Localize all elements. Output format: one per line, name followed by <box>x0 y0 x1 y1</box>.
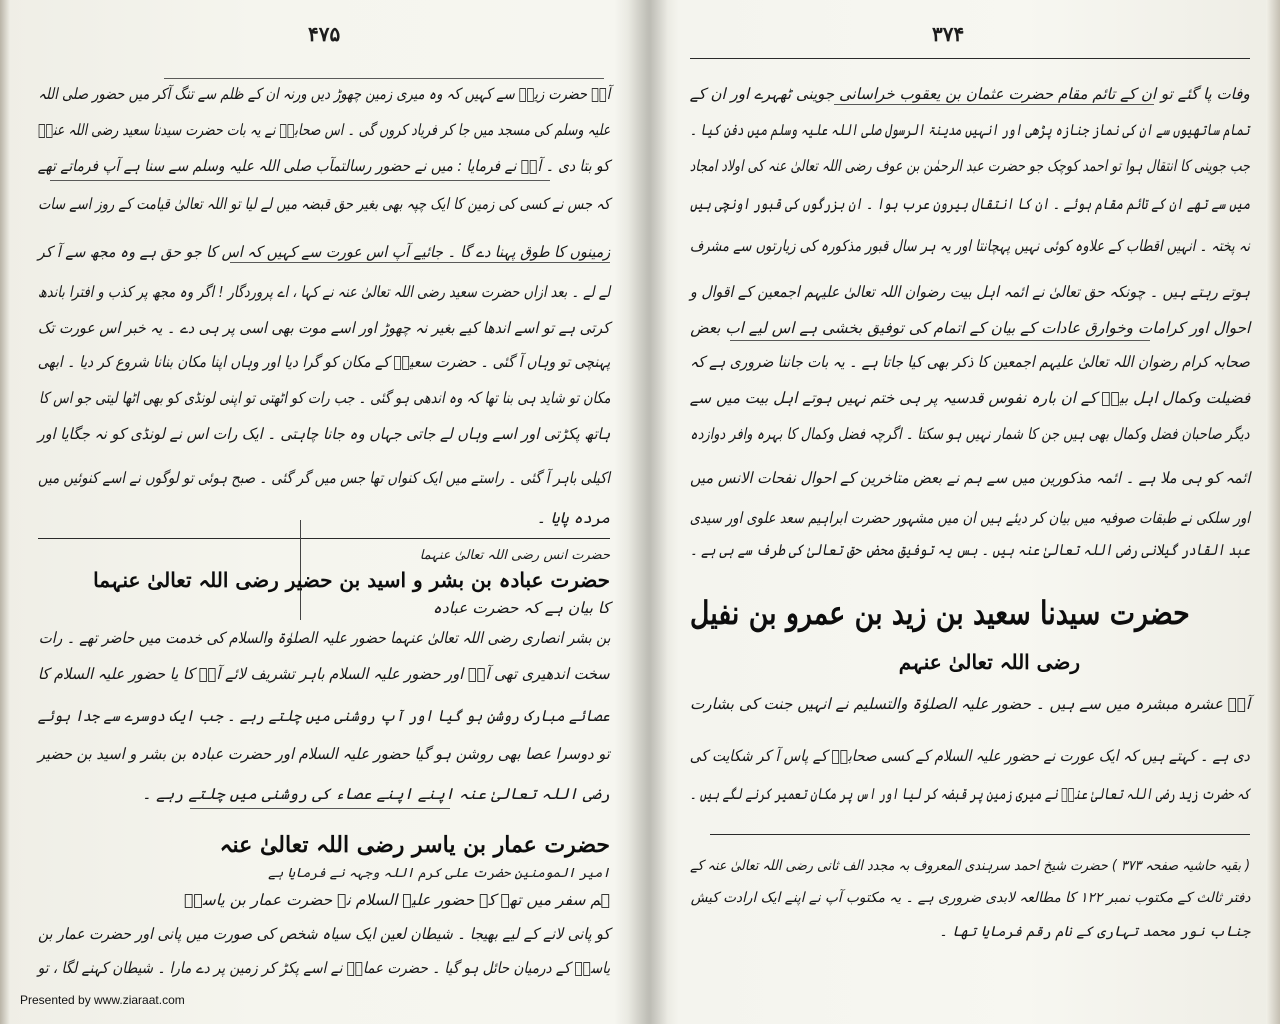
underline <box>834 104 1154 105</box>
text-line: بن بشر انصاری رضی اللہ تعالیٰ عنہما حضور علیہ الصلوٰۃ والسلام کی خدمت میں حاضر تھے ۔ رات <box>38 629 610 647</box>
footnote-rule <box>710 834 1250 835</box>
text-line: ہوتے رہتے ہیں ۔ چونکہ حق تعالیٰ نے ائمہ اہل بیت رضوان اللہ تعالیٰ علیہم اجمعین کے اقوال و <box>690 283 1250 301</box>
text-line: دی ہے ۔ کہتے ہیں کہ ایک عورت نے حضور علیہ السلام کے کسی صحابیؓ کے پاس آ کر شکایت کی <box>689 747 1250 765</box>
section-heading: حضرت عمار بن یاسر رضی اللہ تعالیٰ عنہ <box>219 832 610 858</box>
section-heading: حضرت عبادہ بن بشر و اسید بن حضیر رضی اللہ تعالیٰ عنہما <box>93 568 610 592</box>
text-line: تمام ساتھیوں سے ان کی نماز جنازہ پڑھی اور انہیں مدینۃ الرسول صلی اللہ علیہ وسلم میں دفن کیا ۔ <box>690 121 1250 139</box>
text-line: مکان تو شاید ہی بنا تھا کہ وہ اندھی ہو گئی ۔ جب رات کو اٹھتی تو اپنی لونڈی کو بھی اٹھا لیتی جو اس کا <box>38 389 610 407</box>
footnote-line: جناب نور محمد تہاری کے نام رقم فرمایا تھا ۔ <box>939 924 1250 940</box>
text-line: کا بیان ہے کہ حضرت عبادہ <box>432 599 610 617</box>
underline <box>730 340 1150 341</box>
text-line: رضی اللہ تعالیٰ عنہ اپنے اپنے عصاء کی روشنی میں چلتے رہے ۔ <box>142 785 610 803</box>
underline <box>164 78 604 79</box>
right-page <box>690 0 1250 1024</box>
text-line: اور سلکی نے طبقات صوفیہ میں بیان کر دیئے ہیں ان میں مشہور حضرت ابراہیم سعد علوی اور سیدی <box>689 509 1250 527</box>
text-line: ائمہ کو ہی ملا ہے ۔ ائمہ مذکورین میں سے ہم نے بعض متاخرین کے احوال نفحات الانس میں <box>689 469 1250 487</box>
text-line: کہ حضرت زید رضی اللہ تعالیٰ عنہؓ نے میری زمین پر قبضہ کر لیا اور اس پر مکان تعمیر کرنے لگے ہیں ۔ <box>689 785 1250 803</box>
left-page <box>38 0 610 1024</box>
text-line: عصائے مبارک روشن ہو گیا اور آپ روشنی میں چلتے رہے ۔ جب ایک دوسرے سے جدا ہوئے <box>37 707 610 725</box>
text-line: یاسرؓ کے درمیان حائل ہو گیا ۔ حضرت عمارؓ نے اسے پکڑ کر زمین پر دے مارا ۔ شیطان کہنے لگا ، تو <box>37 959 610 977</box>
text-line: جب جوینی کا انتقال ہوا تو احمد کوچک جو حضرت عبد الرحمٰن بن عوف رضی اللہ تعالیٰ عنہ کی اولاد امجاد <box>689 157 1250 175</box>
text-line: دیگر صاحبان فضل وکمال بھی ہیں جن کا شمار نہیں ہو سکتا ۔ اگرچہ فضل وکمال کا بہرہ وافر دوازدہ <box>690 425 1250 443</box>
text-line: سخت اندھیری تھی آپؓ اور حضور علیہ السلام باہر تشریف لائے آپؓ کا یا حضور علیہ السلام کا <box>38 665 610 683</box>
text-line: اکیلی باہر آ گئی ۔ راستے میں ایک کنواں تھا جس میں گر گئی ۔ صبح ہوئی تو لوگوں نے اسے کنوئیں میں <box>37 469 610 487</box>
footnote-line: دفتر ثالث کے مکتوب نمبر ۱۲۲ کا مطالعہ لابدی ضروری ہے ۔ یہ مکتوب آپ نے اپنے ایک ارادت کیش <box>690 890 1250 906</box>
text-line: آپؓ عشرہ مبشرہ میں سے ہیں ۔ حضور علیہ الصلوٰۃ والتسلیم نے انہیں جنت کی بشارت <box>689 695 1250 713</box>
section-subheading: رضی اللہ تعالیٰ عنہم <box>898 650 1080 674</box>
text-line: وفات پا گئے تو ان کے تائم مقام حضرت عثمان بن یعقوب خراسانی جوینی ٹھہرے اور ان کے <box>689 85 1250 103</box>
margin-note: امیر المومنین حضرت علی کرم اللہ وجہہ نے فرمایا ہے <box>268 866 610 881</box>
underline <box>50 180 550 181</box>
book-gutter <box>628 0 668 1024</box>
text-line: پہنچی تو وہاں آ گئی ۔ حضرت سعیدؓ کے مکان کو گرا دیا اور وہاں اپنا مکان بنانا شروع کر دیا ۔ ابھی <box>37 353 610 371</box>
underline <box>190 808 450 809</box>
page-edge-right <box>1266 0 1280 1024</box>
text-line: ہم سفر میں تھے کہ حضور علیہ السلام نے حضرت عمار بن یاسرؓ <box>184 891 610 909</box>
text-line: کو بتا دی ۔ آپؓ نے فرمایا : میں نے حضور رسالتمآب صلی اللہ علیہ وسلم سے سنا ہے آپ فرماتے تھے <box>37 157 610 175</box>
footer-credit: Presented by www.ziaraat.com <box>20 993 185 1007</box>
text-line: ہاتھ پکڑتی اور اسے وہاں لے جاتی جہاں وہ جانا چاہتی ۔ ایک رات اس نے لونڈی کو نہ جگایا اور <box>37 425 610 443</box>
text-line: آپؓ حضرت زیدؓ سے کہیں کہ وہ میری زمین چھوڑ دیں ورنہ ان کے ظلم سے تنگ آکر میں حضور صلی اللہ <box>38 85 610 103</box>
section-heading: حضرت سیدنا سعید بن زید بن عمرو بن نفیل <box>690 594 1190 632</box>
margin-note: حضرت انس رضی اللہ تعالیٰ عنہما <box>419 548 610 563</box>
text-line: احوال اور کرامات وخوارق عادات کے بیان کے اتمام کی توفیق بخشی ہے اس لیے اب بعض <box>689 319 1250 337</box>
left-page-number: ۴۷۵ <box>308 22 341 46</box>
text-line: صحابہ کرام رضوان اللہ تعالیٰ علیہم اجمعین کا ذکر بھی کیا جاتا ہے ۔ یہ بات جاننا ضروری ہے کہ <box>690 353 1250 371</box>
text-line: عبد القادر گیلانی رضی اللہ تعالیٰ عنہ ہیں ۔ بس یہ توفیق محض حق تعالیٰ کی طرف سے ہی ہے ۔ <box>690 541 1250 559</box>
text-line: فضیلت وکمال اہل بیتؓ کے ان بارہ نفوس قدسیہ پر ہی ختم نہیں ہوتے اہل بیت میں سے <box>689 389 1250 407</box>
section-rule <box>38 538 610 539</box>
text-line: زمینوں کا طوق پہنا دے گا ۔ جائیے آپ اس عورت سے کہیں کہ اس کا جو حق ہے وہ مجھ سے آ کر <box>37 243 610 261</box>
text-line: میں سے تھے ان کے تائم مقام ہوئے ۔ ان کا انتقال بیرون عرب ہوا ۔ ان بزرگوں کی قبور اونچی ہیں <box>689 195 1250 213</box>
text-line: علیہ وسلم کی مسجد میں جا کر فریاد کروں گی ۔ اس صحابیؓ نے یہ بات حضرت سیدنا سعید رضی اللہ عنہؓ <box>37 121 610 139</box>
header-rule <box>690 58 1250 59</box>
text-line: لے لے ۔ بعد ازاں حضرت سعید رضی اللہ تعالیٰ عنہ نے کہا ، اے پروردگار ! اگر وہ مجھ پر کذب و افترا باندھ <box>37 283 610 301</box>
text-line: کرتی ہے تو اسے اندھا کیے بغیر نہ چھوڑ اور اسے موت بھی اسی پر ہی دے ۔ یہ خبر اس عورت تک <box>37 319 610 337</box>
text-line: کو پانی لانے کے لیے بھیجا ۔ شیطان لعین ایک سیاہ شخص کی صورت میں پانی اور حضرت عمار بن <box>37 925 610 943</box>
text-line: تو دوسرا عصا بھی روشن ہو گیا حضور علیہ السلام اور حضرت عبادہ بن بشر و اسید بن حضیر <box>38 745 610 763</box>
text-line: کہ جس نے کسی کی زمین کا ایک چپہ بھی بغیر حق قبضہ میں لے لیا تو اللہ تعالیٰ قیامت کے روز اسے سات <box>38 195 610 213</box>
page-edge-left <box>0 0 10 1024</box>
underline <box>230 262 610 263</box>
footnote-line: ( بقیہ حاشیہ صفحہ ۳۷۳ ) حضرت شیخ احمد سرہندی المعروف بہ مجدد الف ثانی رضی اللہ تعالیٰ عنہ کے <box>690 858 1250 874</box>
text-line: نہ پختہ ۔ انہیں اقطاب کے علاوہ کوئی نہیں پہچانتا اور یہ ہر سال قبور مذکورہ کی زیارتوں سے مشرف <box>689 237 1250 255</box>
text-line: مردہ پایا ۔ <box>536 509 610 527</box>
right-page-number: ۳۷۴ <box>932 22 965 46</box>
